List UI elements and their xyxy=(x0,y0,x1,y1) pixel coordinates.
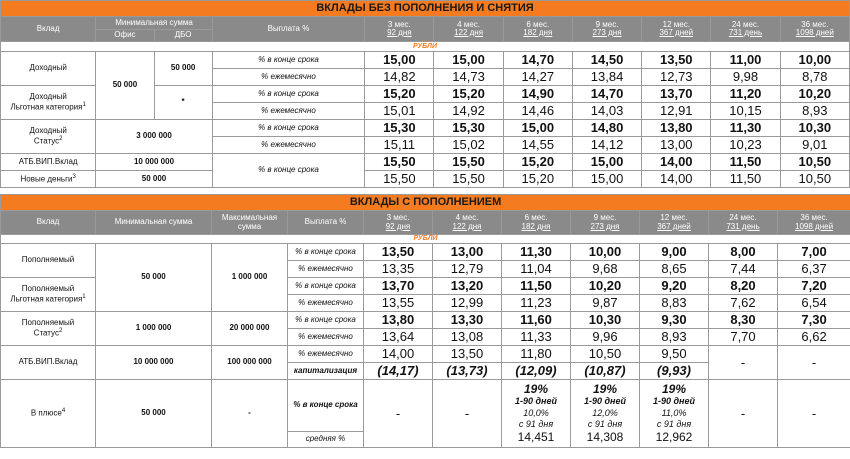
rate-cell: - xyxy=(709,380,778,448)
min-sum-office: 50 000 xyxy=(96,52,154,120)
term-header: 9 мес. 273 дня xyxy=(571,211,640,235)
rate-cell: 8,30 xyxy=(709,312,778,329)
rate-cell: 14,27 xyxy=(503,69,572,86)
rate-cell: (9,93) xyxy=(640,363,709,380)
rate-cell: - xyxy=(709,346,778,380)
deposit-name: Пополняемый Льготная категория$^1$ xyxy=(1,278,96,312)
payout-label: % в конце срока xyxy=(212,52,365,69)
payout-label: % в конце срока xyxy=(212,86,365,103)
deposit-name: АТБ.ВИП.Вклад xyxy=(1,154,96,171)
payout-label: % ежемесячно xyxy=(212,137,365,154)
rate-cell: 13,00 xyxy=(433,244,502,261)
max-sum: 100 000 000 xyxy=(212,346,288,380)
rate-cell: 11,00 xyxy=(711,52,780,69)
col-min-sum-header: Минимальная сумма xyxy=(96,17,212,30)
rate-cell: 8,65 xyxy=(640,261,709,278)
rate-cell: 9,00 xyxy=(640,244,709,261)
rate-cell: 6,54 xyxy=(778,295,850,312)
rate-cell: 13,35 xyxy=(364,261,433,278)
rate-cell: 11,60 xyxy=(502,312,571,329)
rate-cell: 9,87 xyxy=(571,295,640,312)
rate-cell: 15,02 xyxy=(434,137,503,154)
rate-cell: 9,68 xyxy=(571,261,640,278)
rate-cell: 15,01 xyxy=(365,103,434,120)
rate-cell: 13,80 xyxy=(642,120,711,137)
rate-cell: 13,50 xyxy=(364,244,433,261)
plus-rate-cell: 19% 1-90 дней 11,0% с 91 дня 12,962 xyxy=(640,380,709,448)
term-header: 9 мес. 273 дня xyxy=(572,17,641,42)
payout-label: % ежемесячно xyxy=(288,295,364,312)
rate-cell: 13,55 xyxy=(364,295,433,312)
rate-cell: 10,30 xyxy=(571,312,640,329)
payout-label: % ежемесячно xyxy=(288,261,364,278)
rate-cell: 9,01 xyxy=(780,137,849,154)
rate-cell: 10,20 xyxy=(571,278,640,295)
rate-cell: 9,20 xyxy=(640,278,709,295)
table1-title: ВКЛАДЫ БЕЗ ПОПОЛНЕНИЯ И СНЯТИЯ xyxy=(1,1,850,17)
rate-cell: 15,20 xyxy=(503,154,572,171)
rate-cell: 15,50 xyxy=(365,154,434,171)
col-min-sum-header: Минимальная сумма xyxy=(96,211,212,235)
rate-cell: 14,82 xyxy=(365,69,434,86)
rate-cell: 13,50 xyxy=(642,52,711,69)
deposit-name: В плюсе$^4$ xyxy=(1,380,96,448)
plus-rate-cell: 19% 1-90 дней 12,0% с 91 дня 14,308 xyxy=(571,380,640,448)
rate-cell: 15,30 xyxy=(434,120,503,137)
rate-cell: 11,30 xyxy=(502,244,571,261)
rate-cell: 15,20 xyxy=(503,171,572,188)
rate-cell: 7,00 xyxy=(778,244,850,261)
term-header: 36 мес. 1098 дней xyxy=(780,17,849,42)
rate-cell: 7,44 xyxy=(709,261,778,278)
rate-cell: 11,30 xyxy=(711,120,780,137)
rate-cell: 14,80 xyxy=(572,120,641,137)
rate-cell: 15,30 xyxy=(365,120,434,137)
rate-cell: 8,20 xyxy=(709,278,778,295)
payout-label: % в конце срока xyxy=(212,154,365,188)
min-sum: 50 000 xyxy=(96,380,212,448)
rate-cell: 13,08 xyxy=(433,329,502,346)
rate-cell: 15,00 xyxy=(434,52,503,69)
term-header: 6 мес. 182 дня xyxy=(502,211,571,235)
min-sum: 10 000 000 xyxy=(96,154,212,171)
table-row xyxy=(1,171,850,188)
rate-cell: (14,17) xyxy=(364,363,433,380)
deposit-name: Доходный Льготная категория$^1$ xyxy=(1,86,96,120)
rate-cell: 11,80 xyxy=(502,346,571,363)
min-sum: 50 000 xyxy=(96,244,212,312)
table-row xyxy=(1,154,850,171)
payout-label: средняя % xyxy=(288,432,364,448)
rate-cell: 10,00 xyxy=(780,52,849,69)
col-deposit-header: Вклад xyxy=(1,17,96,42)
term-header: 12 мес. 367 дней xyxy=(642,17,711,42)
min-sum: 10 000 000 xyxy=(96,346,212,380)
rate-cell: (10,87) xyxy=(571,363,640,380)
payout-label: % ежемесячно xyxy=(288,346,364,363)
rate-cell: 15,50 xyxy=(365,171,434,188)
payout-label: % в конце срока xyxy=(288,380,364,432)
rate-cell: 10,15 xyxy=(711,103,780,120)
rate-cell: 14,73 xyxy=(434,69,503,86)
rate-cell: 8,93 xyxy=(640,329,709,346)
rate-cell: 13,30 xyxy=(433,312,502,329)
deposit-name: Новые деньги$^3$ xyxy=(1,171,96,188)
payout-label: % в конце срока xyxy=(288,312,364,329)
rate-cell: 11,50 xyxy=(502,278,571,295)
rate-cell: 15,00 xyxy=(365,52,434,69)
rate-cell: 12,73 xyxy=(642,69,711,86)
rate-cell: - xyxy=(778,346,850,380)
table-row xyxy=(1,52,850,69)
table-no-replenishment xyxy=(0,0,850,188)
col-dbo-header: ДБО xyxy=(154,30,212,42)
rate-cell: 8,78 xyxy=(780,69,849,86)
rate-cell: 10,50 xyxy=(780,154,849,171)
rate-cell: 11,20 xyxy=(711,86,780,103)
col-office-header: Офис xyxy=(96,30,154,42)
rate-cell: 12,99 xyxy=(433,295,502,312)
rate-cell: (13,73) xyxy=(433,363,502,380)
rate-cell: 11,50 xyxy=(711,154,780,171)
rate-cell: 11,23 xyxy=(502,295,571,312)
rate-cell: 8,93 xyxy=(780,103,849,120)
col-deposit-header: Вклад xyxy=(1,211,96,235)
deposit-name: Доходный xyxy=(1,52,96,86)
rate-cell: 14,12 xyxy=(572,137,641,154)
rate-cell: 9,98 xyxy=(711,69,780,86)
table-row xyxy=(1,346,850,363)
min-sum: 50 000 xyxy=(96,171,212,188)
payout-label: % ежемесячно xyxy=(288,329,364,346)
table2-title: ВКЛАДЫ С ПОПОЛНЕНИЕМ xyxy=(1,195,850,211)
min-sum-dbo: * xyxy=(154,86,212,120)
rate-cell: 8,83 xyxy=(640,295,709,312)
table-row xyxy=(1,120,850,137)
rate-cell: 11,50 xyxy=(711,171,780,188)
rate-cell: 14,00 xyxy=(642,171,711,188)
term-header: 6 мес. 182 дня xyxy=(503,17,572,42)
rate-cell: 6,37 xyxy=(778,261,850,278)
rate-cell: 14,70 xyxy=(503,52,572,69)
min-sum-dbo: 50 000 xyxy=(154,52,212,86)
rate-cell: 12,91 xyxy=(642,103,711,120)
table-row xyxy=(1,380,850,432)
payout-label: % ежемесячно xyxy=(212,103,365,120)
deposit-name: Пополняемый xyxy=(1,244,96,278)
rate-cell: 15,50 xyxy=(434,154,503,171)
rate-cell: 11,04 xyxy=(502,261,571,278)
rate-cell: 14,00 xyxy=(364,346,433,363)
rate-cell: 14,00 xyxy=(642,154,711,171)
rate-cell: 7,62 xyxy=(709,295,778,312)
rate-cell: 10,20 xyxy=(780,86,849,103)
rate-cell: - xyxy=(433,380,502,448)
rate-cell: 9,30 xyxy=(640,312,709,329)
deposit-name: Доходный Статус$^2$ xyxy=(1,120,96,154)
rate-cell: 14,50 xyxy=(572,52,641,69)
table-row xyxy=(1,244,850,261)
rate-cell: 13,00 xyxy=(642,137,711,154)
rate-cell: 14,70 xyxy=(572,86,641,103)
rate-cell: 14,55 xyxy=(503,137,572,154)
max-sum: - xyxy=(212,380,288,448)
col-payout-header: Выплата % xyxy=(212,17,365,42)
currency-label: РУБЛИ xyxy=(1,42,850,52)
rate-cell: 14,46 xyxy=(503,103,572,120)
payout-label: % в конце срока xyxy=(288,244,364,261)
rate-cell: 14,92 xyxy=(434,103,503,120)
rate-cell: 15,20 xyxy=(365,86,434,103)
term-header: 4 мес. 122 дня xyxy=(433,211,502,235)
min-sum: 3 000 000 xyxy=(96,120,212,154)
rate-cell: 7,30 xyxy=(778,312,850,329)
col-payout-header: Выплата % xyxy=(288,211,364,235)
term-header: 24 мес. 731 день xyxy=(709,211,778,235)
rate-cell: 10,00 xyxy=(571,244,640,261)
rate-cell: - xyxy=(364,380,433,448)
rate-cell: 7,70 xyxy=(709,329,778,346)
rate-cell: 6,62 xyxy=(778,329,850,346)
rate-cell: 13,50 xyxy=(433,346,502,363)
rate-cell: 12,79 xyxy=(433,261,502,278)
plus-rate-cell: 19% 1-90 дней 10,0% с 91 дня 14,451 xyxy=(502,380,571,448)
min-sum: 1 000 000 xyxy=(96,312,212,346)
term-header: 36 мес. 1098 дней xyxy=(778,211,850,235)
payout-label: % ежемесячно xyxy=(212,69,365,86)
rate-cell: 10,50 xyxy=(780,171,849,188)
rate-cell: 10,23 xyxy=(711,137,780,154)
term-header: 4 мес. 122 дня xyxy=(434,17,503,42)
rate-cell: 13,20 xyxy=(433,278,502,295)
term-header: 12 мес. 367 дней xyxy=(640,211,709,235)
rate-cell: (12,09) xyxy=(502,363,571,380)
rate-cell: 11,33 xyxy=(502,329,571,346)
rate-cell: 10,30 xyxy=(780,120,849,137)
rate-cell: 14,90 xyxy=(503,86,572,103)
deposit-name: АТБ.ВИП.Вклад xyxy=(1,346,96,380)
rate-cell: 15,50 xyxy=(434,171,503,188)
rate-cell: 15,11 xyxy=(365,137,434,154)
rate-cell: 15,00 xyxy=(503,120,572,137)
max-sum: 20 000 000 xyxy=(212,312,288,346)
rate-cell: 13,64 xyxy=(364,329,433,346)
rate-cell: 8,00 xyxy=(709,244,778,261)
table-with-replenishment xyxy=(0,194,850,448)
rate-cell: 13,70 xyxy=(642,86,711,103)
rate-cell: 7,20 xyxy=(778,278,850,295)
payout-label: % в конце срока xyxy=(212,120,365,137)
rate-cell: 15,20 xyxy=(434,86,503,103)
term-header: 3 мес. 92 дня xyxy=(364,211,433,235)
rate-cell: 10,50 xyxy=(571,346,640,363)
table-row xyxy=(1,312,850,329)
rate-cell: 13,80 xyxy=(364,312,433,329)
rate-cell: 9,96 xyxy=(571,329,640,346)
term-header: 3 мес. 92 дня xyxy=(365,17,434,42)
rate-cell: 9,50 xyxy=(640,346,709,363)
rate-cell: 14,03 xyxy=(572,103,641,120)
rate-cell: 15,00 xyxy=(572,154,641,171)
currency-label: РУБЛИ xyxy=(1,235,850,244)
deposit-name: Пополняемый Статус$^2$ xyxy=(1,312,96,346)
rate-cell: 15,00 xyxy=(572,171,641,188)
max-sum: 1 000 000 xyxy=(212,244,288,312)
rate-cell: - xyxy=(778,380,850,448)
col-max-sum-header: Максимальная сумма xyxy=(212,211,288,235)
payout-label: % в конце срока xyxy=(288,278,364,295)
rate-cell: 13,84 xyxy=(572,69,641,86)
rate-cell: 13,70 xyxy=(364,278,433,295)
term-header: 24 мес. 731 день xyxy=(711,17,780,42)
payout-label: капитализация xyxy=(288,363,364,380)
